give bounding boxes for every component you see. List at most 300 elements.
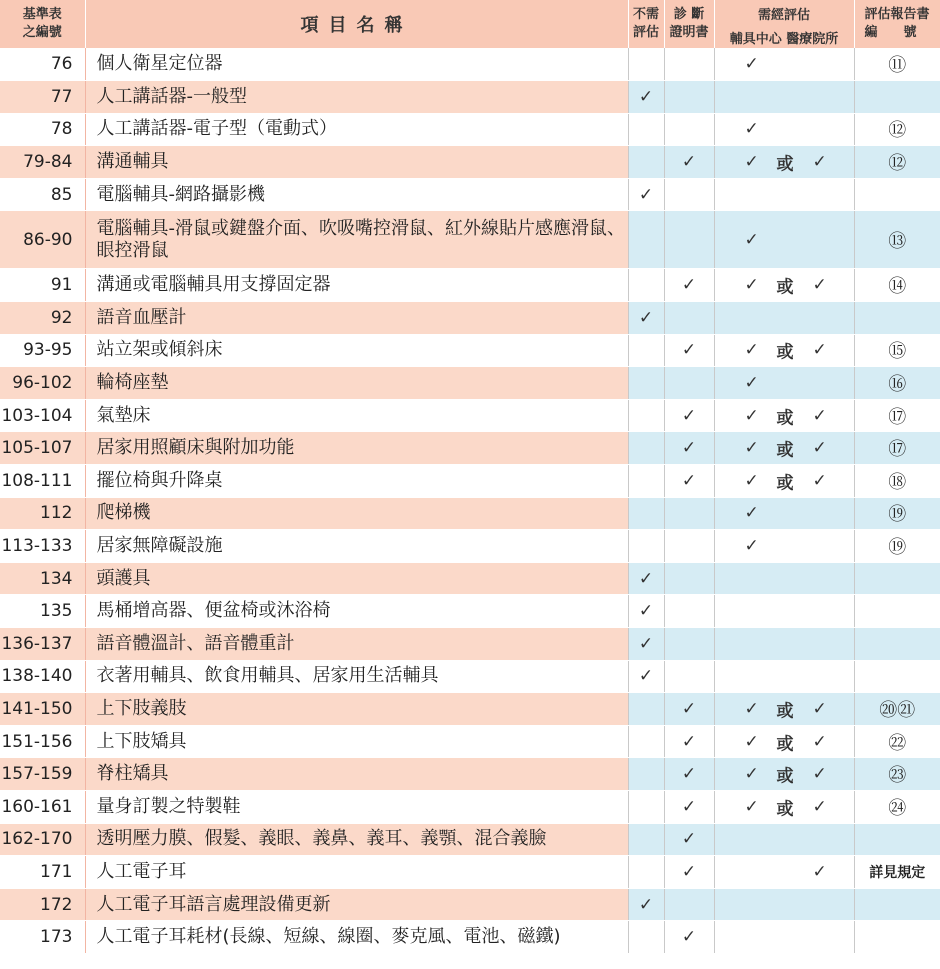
cell-assess (714, 497, 854, 530)
cell-diagnosis (664, 856, 714, 889)
table-row (0, 856, 940, 889)
table-row (0, 465, 940, 498)
cell-report (854, 921, 940, 954)
cell-report (854, 888, 940, 921)
report-number-icon: ㉒ (888, 732, 907, 754)
cell-code (0, 725, 85, 758)
or-label: 或 (776, 342, 794, 363)
name-text: 人工電子耳 (96, 860, 187, 882)
cell-assess (714, 334, 854, 367)
check-icon: ✓ (638, 894, 654, 915)
report-number-icon: ⑲ (888, 504, 907, 526)
check-icon: ✓ (744, 54, 759, 75)
cell-no-assess (628, 269, 664, 302)
cell-diagnosis (664, 595, 714, 628)
cell-diagnosis (664, 888, 714, 921)
cell-no-assess (628, 693, 664, 726)
name-text: 脊柱矯具 (96, 763, 169, 785)
cell-no-assess (628, 334, 664, 367)
header-no-assess (628, 0, 664, 48)
report-number-icon: ⑭ (888, 276, 907, 298)
table-row (0, 790, 940, 823)
cell-report (854, 693, 940, 726)
check-icon: ✓ (681, 275, 697, 296)
table-row (0, 48, 940, 81)
cell-code (0, 758, 85, 791)
name-text: 衣著用輔具、飲食用輔具、居家用生活輔具 (96, 665, 439, 687)
report-number-icon: ⑮ (888, 341, 907, 363)
code-text: 92 (50, 307, 73, 328)
cell-report (854, 146, 940, 179)
report-number-icon: ㉑ (897, 699, 916, 721)
table-row (0, 146, 940, 179)
check-icon: ✓ (744, 152, 759, 173)
cell-assess (714, 146, 854, 179)
cell-name (85, 497, 628, 530)
cell-no-assess (628, 302, 664, 335)
check-icon: ✓ (744, 698, 759, 719)
report-number-icon: ⑲ (888, 537, 907, 559)
cell-name (85, 660, 628, 693)
cell-report (854, 628, 940, 661)
check-icon: ✓ (681, 927, 697, 948)
check-icon: ✓ (812, 764, 827, 785)
cell-diagnosis (664, 758, 714, 791)
table-body (0, 48, 940, 953)
cell-name (85, 790, 628, 823)
cell-diagnosis (664, 660, 714, 693)
table-row (0, 628, 940, 661)
cell-name (85, 81, 628, 114)
check-icon: ✓ (744, 470, 759, 491)
cell-assess (714, 725, 854, 758)
name-text: 語音血壓計 (96, 306, 187, 328)
cell-report (854, 302, 940, 335)
cell-name (85, 48, 628, 81)
cell-assess (714, 595, 854, 628)
cell-code (0, 497, 85, 530)
cell-report (854, 367, 940, 400)
cell-code (0, 888, 85, 921)
cell-code (0, 628, 85, 661)
cell-assess (714, 856, 854, 889)
check-icon: ✓ (638, 666, 654, 687)
cell-name (85, 178, 628, 211)
cell-no-assess (628, 758, 664, 791)
check-icon: ✓ (812, 152, 827, 173)
cell-diagnosis (664, 432, 714, 465)
name-text: 上下肢矯具 (96, 730, 187, 752)
check-icon: ✓ (744, 405, 759, 426)
check-icon: ✓ (681, 698, 697, 719)
name-text: 人工講話器-一般型 (96, 85, 247, 107)
code-text: 76 (50, 54, 73, 75)
cell-code (0, 921, 85, 954)
cell-diagnosis (664, 693, 714, 726)
table-row (0, 302, 940, 335)
cell-name (85, 399, 628, 432)
header-code-text: 基準表 之編號 (22, 7, 62, 40)
or-label: 或 (776, 701, 794, 722)
cell-diagnosis (664, 48, 714, 81)
check-icon: ✓ (812, 470, 827, 491)
cell-diagnosis (664, 178, 714, 211)
cell-name (85, 465, 628, 498)
check-icon: ✓ (681, 438, 697, 459)
table-row (0, 888, 940, 921)
cell-assess (714, 302, 854, 335)
check-icon: ✓ (812, 275, 827, 296)
cell-assess (714, 888, 854, 921)
report-number-icon: ⑫ (888, 120, 907, 142)
cell-no-assess (628, 113, 664, 146)
table-row (0, 432, 940, 465)
code-text: 108-111 (1, 470, 73, 491)
cell-assess (714, 178, 854, 211)
header-diagnosis (664, 0, 714, 48)
cell-report (854, 48, 940, 81)
cell-report (854, 334, 940, 367)
report-text: 詳見規定 (869, 864, 926, 881)
header-report-text: 評估報告書 編 號 (864, 7, 930, 40)
name-text: 語音體溫計、語音體重計 (96, 632, 295, 654)
header-name (85, 0, 628, 48)
or-label: 或 (776, 799, 794, 820)
table-row (0, 562, 940, 595)
check-icon: ✓ (681, 861, 697, 882)
code-text: 85 (50, 184, 73, 205)
code-text: 103-104 (1, 405, 73, 426)
or-label: 或 (776, 766, 794, 787)
name-text: 輪椅座墊 (96, 372, 169, 394)
cell-name (85, 921, 628, 954)
cell-assess (714, 432, 854, 465)
cell-diagnosis (664, 497, 714, 530)
cell-report (854, 758, 940, 791)
check-icon: ✓ (744, 438, 759, 459)
header-row (0, 0, 940, 26)
code-text: 136-137 (1, 633, 73, 654)
cell-diagnosis (664, 334, 714, 367)
report-number-icon: ⑬ (888, 230, 907, 252)
or-label: 或 (776, 734, 794, 755)
check-icon: ✓ (681, 340, 697, 361)
code-text: 86-90 (23, 229, 73, 250)
report-number-icon: ⑰ (888, 406, 907, 428)
cell-name (85, 562, 628, 595)
report-number-icon: ㉔ (888, 797, 907, 819)
header-code (0, 0, 85, 48)
code-text: 141-150 (1, 698, 73, 719)
report-number-icon: ⑰ (888, 439, 907, 461)
name-text: 頭護具 (96, 567, 151, 589)
table-row (0, 211, 940, 269)
check-icon: ✓ (744, 275, 759, 296)
check-icon: ✓ (744, 503, 759, 524)
name-text: 溝通輔具 (96, 151, 169, 173)
cell-assess (714, 628, 854, 661)
cell-name (85, 758, 628, 791)
cell-assess (714, 269, 854, 302)
cell-code (0, 465, 85, 498)
name-text: 電腦輔具-網路攝影機 (96, 183, 265, 205)
cell-report (854, 856, 940, 889)
cell-name (85, 367, 628, 400)
cell-code (0, 399, 85, 432)
cell-code (0, 530, 85, 563)
cell-code (0, 81, 85, 114)
cell-no-assess (628, 530, 664, 563)
code-text: 151-156 (1, 731, 73, 752)
name-text: 氣墊床 (96, 404, 151, 426)
cell-diagnosis (664, 399, 714, 432)
cell-assess (714, 823, 854, 856)
table-row (0, 660, 940, 693)
code-text: 96-102 (12, 373, 73, 394)
cell-no-assess (628, 660, 664, 693)
cell-name (85, 595, 628, 628)
header-name-text: 項目名稱 (300, 15, 413, 36)
code-text: 105-107 (1, 438, 73, 459)
header-no-assess-text: 不需 評估 (632, 7, 659, 40)
cell-assess (714, 790, 854, 823)
cell-assess (714, 562, 854, 595)
cell-code (0, 334, 85, 367)
cell-no-assess (628, 367, 664, 400)
cell-diagnosis (664, 81, 714, 114)
check-icon: ✓ (638, 568, 654, 589)
check-icon: ✓ (812, 405, 827, 426)
check-icon: ✓ (812, 861, 827, 882)
name-text: 人工電子耳語言處理設備更新 (96, 893, 331, 915)
cell-report (854, 530, 940, 563)
cell-name (85, 725, 628, 758)
name-text: 個人衛星定位器 (96, 53, 223, 75)
header-report (854, 0, 940, 48)
report-number-icon: ⑪ (888, 55, 907, 77)
table-row (0, 921, 940, 954)
header-assess-center: 輔具中心 (729, 31, 782, 47)
cell-no-assess (628, 146, 664, 179)
cell-code (0, 790, 85, 823)
table-row (0, 497, 940, 530)
cell-name (85, 432, 628, 465)
cell-report (854, 113, 940, 146)
cell-report (854, 269, 940, 302)
code-text: 112 (40, 503, 73, 524)
cell-report (854, 595, 940, 628)
check-icon: ✓ (812, 796, 827, 817)
cell-code (0, 302, 85, 335)
cell-code (0, 595, 85, 628)
cell-name (85, 211, 628, 269)
check-icon: ✓ (744, 536, 759, 557)
cell-diagnosis (664, 725, 714, 758)
cell-report (854, 81, 940, 114)
cell-no-assess (628, 628, 664, 661)
table-row (0, 823, 940, 856)
report-number-icon: ⑱ (888, 471, 907, 493)
code-text: 79-84 (23, 152, 73, 173)
cell-name (85, 334, 628, 367)
table-row (0, 693, 940, 726)
cell-name (85, 530, 628, 563)
check-icon: ✓ (744, 764, 759, 785)
check-icon: ✓ (681, 829, 697, 850)
cell-report (854, 790, 940, 823)
name-text: 站立架或傾斜床 (96, 339, 223, 361)
header-assess-text: 需經評估 (757, 7, 810, 23)
check-icon: ✓ (744, 340, 759, 361)
cell-name (85, 823, 628, 856)
or-label: 或 (776, 408, 794, 429)
name-text: 量身訂製之特製鞋 (96, 795, 241, 817)
name-text: 溝通或電腦輔具用支撐固定器 (96, 274, 331, 296)
cell-no-assess (628, 432, 664, 465)
code-text: 91 (50, 275, 73, 296)
code-text: 157-159 (1, 764, 73, 785)
check-icon: ✓ (812, 698, 827, 719)
or-label: 或 (776, 473, 794, 494)
cell-name (85, 856, 628, 889)
cell-no-assess (628, 399, 664, 432)
cell-name (85, 888, 628, 921)
code-text: 135 (40, 601, 73, 622)
cell-diagnosis (664, 790, 714, 823)
code-text: 113-133 (1, 536, 73, 557)
report-number-icon: ㉓ (888, 765, 907, 787)
cell-report (854, 399, 940, 432)
cell-diagnosis (664, 367, 714, 400)
cell-no-assess (628, 888, 664, 921)
name-text: 電腦輔具-滑鼠或鍵盤介面、吹吸嘴控滑鼠、紅外線貼片感應滑鼠、眼控滑鼠 (96, 217, 625, 261)
cell-report (854, 725, 940, 758)
name-text: 人工電子耳耗材(長線、短線、線圈、麥克風、電池、磁鐵) (96, 926, 561, 948)
cell-no-assess (628, 211, 664, 269)
report-number-icon: ⑳ (879, 699, 898, 721)
cell-assess (714, 693, 854, 726)
check-icon: ✓ (681, 796, 697, 817)
table-row (0, 178, 940, 211)
name-text: 爬梯機 (96, 502, 151, 524)
cell-report (854, 497, 940, 530)
cell-name (85, 113, 628, 146)
cell-diagnosis (664, 302, 714, 335)
check-icon: ✓ (638, 601, 654, 622)
cell-code (0, 823, 85, 856)
name-text: 居家無障礙設施 (96, 535, 223, 557)
code-text: 77 (50, 86, 73, 107)
cell-diagnosis (664, 628, 714, 661)
cell-assess (714, 48, 854, 81)
check-icon: ✓ (744, 229, 759, 250)
header-assess-hospital: 醫療院所 (786, 31, 839, 47)
cell-code (0, 660, 85, 693)
check-icon: ✓ (744, 796, 759, 817)
cell-no-assess (628, 178, 664, 211)
header-assess (714, 0, 854, 26)
cell-code (0, 269, 85, 302)
cell-name (85, 269, 628, 302)
cell-diagnosis (664, 921, 714, 954)
table-row (0, 725, 940, 758)
cell-no-assess (628, 48, 664, 81)
check-icon: ✓ (812, 731, 827, 752)
check-icon: ✓ (812, 340, 827, 361)
cell-diagnosis (664, 113, 714, 146)
table-row (0, 530, 940, 563)
check-icon: ✓ (638, 307, 654, 328)
code-text: 173 (40, 927, 73, 948)
cell-diagnosis (664, 530, 714, 563)
cell-diagnosis (664, 146, 714, 179)
cell-diagnosis (664, 465, 714, 498)
name-text: 馬桶增高器、便盆椅或沐浴椅 (96, 600, 331, 622)
name-text: 人工講話器-電子型（電動式） (96, 118, 337, 140)
cell-assess (714, 81, 854, 114)
cell-no-assess (628, 465, 664, 498)
cell-report (854, 211, 940, 269)
table-row (0, 399, 940, 432)
check-icon: ✓ (681, 405, 697, 426)
or-label: 或 (776, 277, 794, 298)
cell-name (85, 628, 628, 661)
code-text: 162-170 (1, 829, 73, 850)
or-label: 或 (776, 154, 794, 175)
cell-code (0, 367, 85, 400)
check-icon: ✓ (812, 438, 827, 459)
cell-name (85, 146, 628, 179)
cell-diagnosis (664, 562, 714, 595)
name-text: 透明壓力膜、假髮、義眼、義鼻、義耳、義顎、混合義臉 (96, 828, 547, 850)
name-text: 上下肢義肢 (96, 697, 187, 719)
table-row (0, 81, 940, 114)
cell-diagnosis (664, 211, 714, 269)
code-text: 160-161 (1, 796, 73, 817)
cell-assess (714, 758, 854, 791)
cell-diagnosis (664, 823, 714, 856)
cell-report (854, 465, 940, 498)
cell-no-assess (628, 562, 664, 595)
cell-code (0, 432, 85, 465)
table-row (0, 334, 940, 367)
table-row (0, 595, 940, 628)
cell-no-assess (628, 725, 664, 758)
cell-no-assess (628, 856, 664, 889)
check-icon: ✓ (638, 184, 654, 205)
report-number-icon: ⑯ (888, 374, 907, 396)
check-icon: ✓ (638, 86, 654, 107)
check-icon: ✓ (681, 470, 697, 491)
code-text: 171 (40, 861, 73, 882)
cell-code (0, 856, 85, 889)
table-row (0, 367, 940, 400)
table-row (0, 113, 940, 146)
check-icon: ✓ (744, 119, 759, 140)
cell-code (0, 146, 85, 179)
cell-report (854, 178, 940, 211)
cell-assess (714, 465, 854, 498)
code-text: 172 (40, 894, 73, 915)
check-icon: ✓ (681, 731, 697, 752)
cell-assess (714, 921, 854, 954)
cell-code (0, 178, 85, 211)
cell-report (854, 432, 940, 465)
check-icon: ✓ (681, 764, 697, 785)
cell-report (854, 823, 940, 856)
cell-assess (714, 367, 854, 400)
cell-code (0, 562, 85, 595)
